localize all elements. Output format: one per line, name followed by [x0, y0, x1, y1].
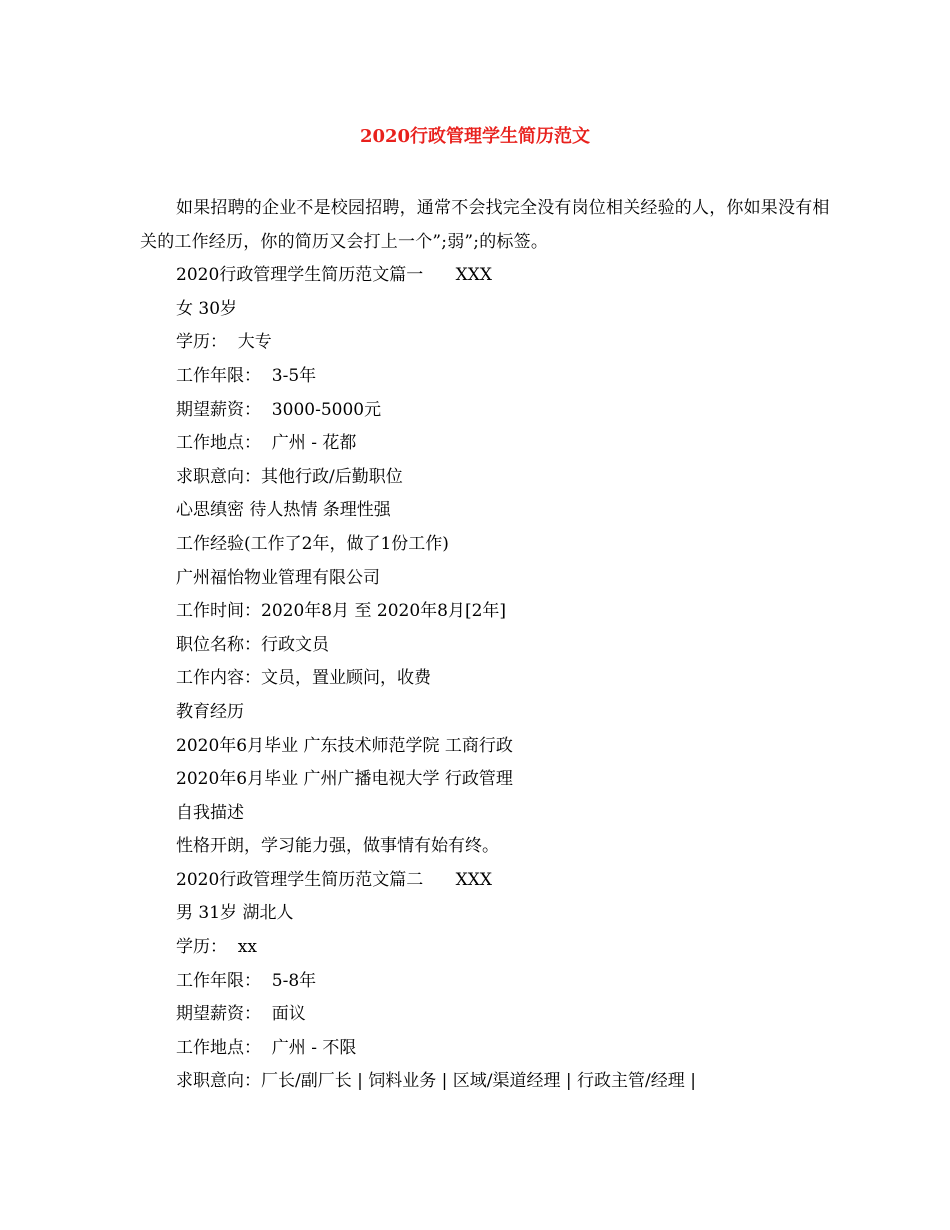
text-line: 工作经验(工作了2年，做了1份工作) [176, 533, 449, 554]
text-line: 2020年6月毕业 广州广播电视大学 行政管理 [176, 769, 513, 790]
text-line: 2020行政管理学生简历范文篇二 XXX [176, 869, 492, 890]
text-line: 工作内容：文员，置业顾问，收费 [176, 668, 431, 689]
document-title: 2020行政管理学生简历范文 [359, 126, 591, 147]
text-line: 自我描述 [176, 802, 244, 823]
text-line: 工作年限： 3-5年 [176, 365, 317, 386]
text-line: 2020行政管理学生简历范文篇一 XXX [176, 265, 492, 286]
text-line: 求职意向：厂长/副厂长 | 饲料业务 | 区域/渠道经理 | 行政主管/经理 | [176, 1071, 696, 1092]
document-body [140, 192, 830, 1099]
text-line: 期望薪资： 3000-5000元 [176, 399, 382, 420]
text-line: 学历： 大专 [176, 332, 272, 353]
text-line: 2020年6月毕业 广东技术师范学院 工商行政 [176, 735, 513, 756]
intro-paragraph: 如果招聘的企业不是校园招聘，通常不会找完全没有岗位相关经验的人，你如果没有相关的工作经历，你的简历又会打上一个”;弱”;的标签。 [140, 198, 830, 252]
text-line: 学历： xx [176, 937, 257, 958]
text-line: 工作地点： 广州 - 花都 [176, 433, 357, 454]
text-line: 广州福怡物业管理有限公司 [176, 567, 380, 588]
text-line: 求职意向：其他行政/后勤职位 [176, 466, 403, 487]
text-line: 工作地点： 广州 - 不限 [176, 1037, 357, 1058]
text-line: 女 30岁 [176, 298, 238, 319]
text-line: 工作年限： 5-8年 [176, 970, 317, 991]
text-line: 性格开朗，学习能力强，做事情有始有终。 [176, 836, 499, 857]
text-line: 心思缜密 待人热情 条理性强 [176, 500, 391, 521]
text-line: 职位名称：行政文员 [176, 634, 329, 655]
text-line: 期望薪资： 面议 [176, 1004, 306, 1025]
text-line: 男 31岁 湖北人 [176, 903, 294, 924]
text-line: 工作时间：2020年8月 至 2020年8月[2年] [176, 601, 507, 622]
text-line: 教育经历 [176, 701, 244, 722]
